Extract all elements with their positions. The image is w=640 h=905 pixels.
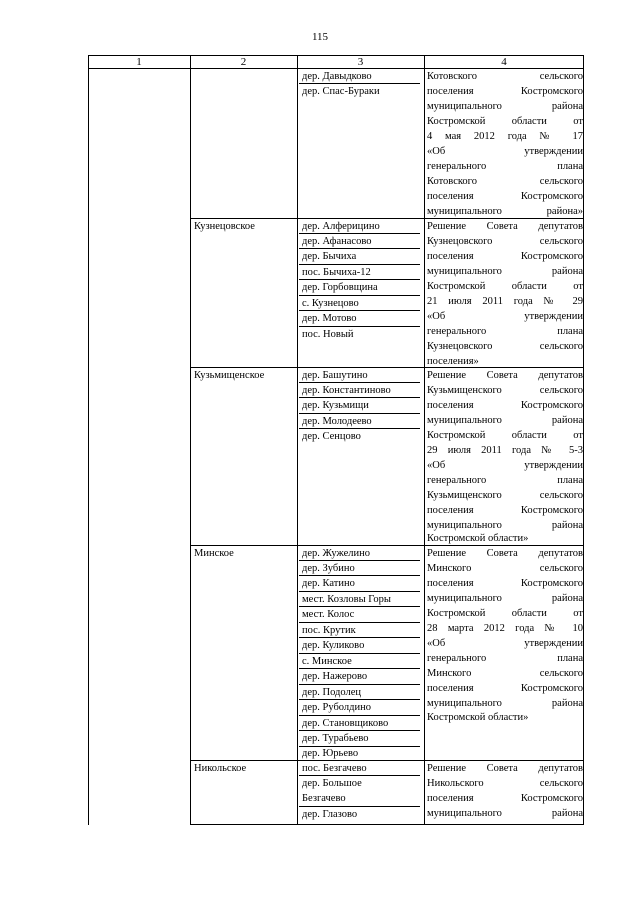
village-name: пос. Крутик	[302, 625, 356, 636]
decision-line: муниципального района	[427, 808, 583, 819]
village-name: дер. Башутино	[302, 370, 368, 381]
decision-line: Кузьмищенского сельского	[427, 490, 583, 501]
decision-line: 21 июля 2011 года № 29	[427, 296, 583, 307]
settlement-name: Никольское	[194, 763, 247, 774]
header-col-1: 1	[136, 56, 142, 68]
column-divider-1	[190, 55, 191, 825]
decision-line: Котовского сельского	[427, 71, 583, 82]
village-name: дер. Молодеево	[302, 416, 372, 427]
decision-line: поселения Костромского	[427, 793, 583, 804]
village-name: пос. Бычиха-12	[302, 267, 371, 278]
column-divider-4	[583, 55, 584, 825]
village-name: дер. Бычиха	[302, 251, 357, 262]
decision-line: поселения»	[427, 356, 479, 367]
settlement-name: Минское	[194, 548, 234, 559]
column-divider-0	[88, 55, 89, 825]
decision-line: поселения Костромского	[427, 191, 583, 202]
decision-line: 28 марта 2012 года № 10	[427, 623, 583, 634]
decision-line: муниципального района	[427, 698, 583, 709]
settlement-name: Кузьмищенское	[194, 370, 265, 381]
decision-line: «Об утверждении	[427, 146, 583, 157]
decision-line: «Об утверждении	[427, 311, 583, 322]
village-name: дер. Большое	[302, 778, 362, 789]
village-name: дер. Кузьмищи	[302, 400, 369, 411]
decision-line: муниципального района	[427, 593, 583, 604]
village-name: дер. Давыдково	[302, 71, 372, 82]
decision-line: Решение Совета депутатов	[427, 370, 583, 381]
village-name: дер. Мотово	[302, 313, 357, 324]
decision-line: Костромской области от	[427, 281, 583, 292]
decision-line: поселения Костромского	[427, 683, 583, 694]
village-name: дер. Нажерово	[302, 671, 368, 682]
decision-line: генерального плана	[427, 326, 583, 337]
decision-line: Костромской области от	[427, 116, 583, 127]
village-name: Безгачево	[302, 793, 346, 804]
village-name: мест. Козловы Горы	[302, 594, 391, 605]
header-col-3: 3	[357, 56, 364, 68]
decision-line: Котовского сельского	[427, 176, 583, 187]
decision-line: муниципального района	[427, 520, 583, 531]
settlements-table	[88, 55, 584, 825]
village-name: дер. Горбовщина	[302, 282, 378, 293]
decision-line: Костромской области от	[427, 430, 583, 441]
village-name: с. Кузнецово	[302, 298, 359, 309]
village-name: дер. Катино	[302, 578, 355, 589]
village-name: пос. Безгачево	[302, 763, 367, 774]
table-bottom-border	[190, 824, 584, 825]
decision-line: Решение Совета депутатов	[427, 548, 583, 559]
settlement-name: Кузнецовское	[194, 221, 255, 232]
decision-line: муниципального района	[427, 415, 583, 426]
decision-line: 4 мая 2012 года № 17	[427, 131, 583, 142]
village-name: дер. Спас-Бураки	[302, 86, 380, 97]
decision-line: генерального плана	[427, 161, 583, 172]
decision-line: Костромской области»	[427, 533, 529, 544]
decision-line: Минского сельского	[427, 563, 583, 574]
village-name: дер. Куликово	[302, 640, 365, 651]
decision-line: поселения Костромского	[427, 400, 583, 411]
village-name: дер. Алферицино	[302, 221, 380, 232]
village-name: дер. Руболдино	[302, 702, 371, 713]
village-name: дер. Сенцово	[302, 431, 361, 442]
village-name: дер. Подолец	[302, 687, 362, 698]
decision-line: «Об утверждении	[427, 638, 583, 649]
decision-line: «Об утверждении	[427, 460, 583, 471]
decision-line: Кузьмищенского сельского	[427, 385, 583, 396]
decision-line: поселения Костромского	[427, 86, 583, 97]
decision-line: Решение Совета депутатов	[427, 221, 583, 232]
village-name: дер. Становщиково	[302, 718, 389, 729]
decision-line: муниципального района	[427, 101, 583, 112]
decision-line: Кузнецовского сельского	[427, 341, 583, 352]
decision-line: Минского сельского	[427, 668, 583, 679]
decision-line: Решение Совета депутатов	[427, 763, 583, 774]
decision-line: поселения Костромского	[427, 251, 583, 262]
decision-line: муниципального района»	[427, 206, 583, 217]
village-name: с. Минское	[302, 656, 352, 667]
village-name: дер. Афанасово	[302, 236, 372, 247]
decision-line: поселения Костромского	[427, 578, 583, 589]
village-name: дер. Жужелино	[302, 548, 371, 559]
header-col-2: 2	[240, 56, 247, 68]
village-name: пос. Новый	[302, 329, 354, 340]
decision-line: поселения Костромского	[427, 505, 583, 516]
decision-line: Костромской области от	[427, 608, 583, 619]
page-number: 115	[311, 31, 329, 43]
header-col-4: 4	[501, 56, 507, 68]
decision-line: 29 июля 2011 года № 5-3	[427, 445, 583, 456]
village-name: дер. Турабьево	[302, 733, 369, 744]
decision-line: генерального плана	[427, 475, 583, 486]
village-name: мест. Колос	[302, 609, 355, 620]
decision-line: Костромской области»	[427, 712, 529, 723]
village-name: дер. Юрьево	[302, 748, 359, 759]
village-name: дер. Глазово	[302, 809, 358, 820]
decision-line: муниципального района	[427, 266, 583, 277]
village-name: дер. Константиново	[302, 385, 391, 396]
decision-line: Никольского сельского	[427, 778, 583, 789]
column-divider-3	[424, 55, 425, 825]
decision-line: генерального плана	[427, 653, 583, 664]
decision-line: Кузнецовского сельского	[427, 236, 583, 247]
column-divider-2	[297, 55, 298, 825]
village-name: дер. Зубино	[302, 563, 355, 574]
